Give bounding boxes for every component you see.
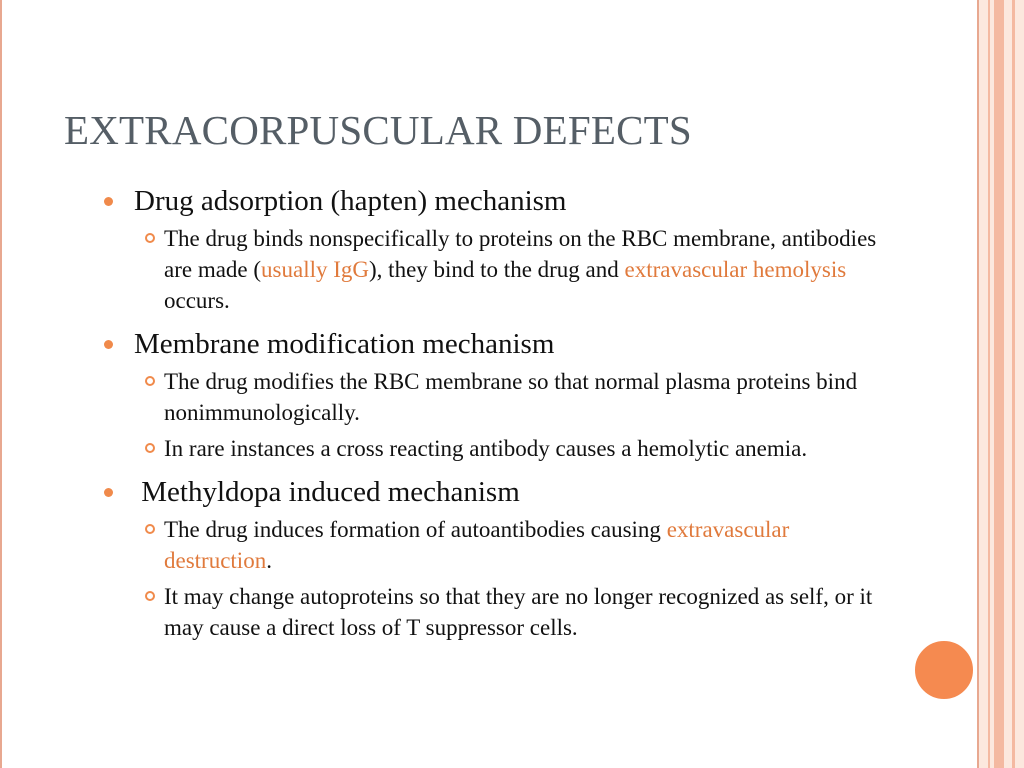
bullet-drug-adsorption [100,183,890,219]
sub-bullet-text: The drug binds nonspecifically to proteins on the RBC membrane, antibodies are made ( [164,226,877,282]
sub-bullet-text: In rare instances a cross reacting antibody causes a hemolytic anemia. [164,436,808,461]
highlight-extravascular-destruction: extravascular destruction [164,517,790,573]
sub-bullet-text: The drug induces formation of autoantibodies causing [164,517,667,542]
decorative-stripe [988,0,990,768]
sub-bullet-text: . [266,548,272,573]
bullet-ring-icon [145,591,155,601]
bullet-ring-icon [145,233,155,243]
highlight-usually-igg: usually IgG [261,257,370,282]
bullet-dot-icon [104,197,113,206]
bullet-ring-icon [145,376,155,386]
bullet-methyldopa [100,474,890,510]
bullet-text: Membrane modification mechanism [134,328,555,360]
slide-title: EXTRACORPUSCULAR DEFECTS [64,107,692,153]
sub-bullet-text: It may change autoproteins so that they are no longer recognized as self, or it may cause a direct loss of T suppressor cells. [164,584,873,640]
highlight-extravascular-hemolysis: extravascular hemolysis [624,257,847,282]
decorative-stripe [994,0,1004,768]
sub-bullet-membrane-detail [100,366,890,428]
sub-bullet-text: The drug modifies the RBC membrane so that normal plasma proteins bind nonimmunologically. [164,369,858,425]
bullet-dot-icon [104,488,113,497]
bullet-dot-icon [104,340,113,349]
bullet-membrane-modification [100,326,890,362]
sub-bullet-autoproteins [100,581,890,643]
sub-bullet-hapten-detail [100,223,890,316]
decorative-orange-circle [913,639,975,701]
bullet-text: Methyldopa induced mechanism [134,476,520,508]
bullet-text: Drug adsorption (hapten) mechanism [134,185,567,217]
sub-bullet-cross-reacting [100,433,890,464]
sub-bullet-text: ), they bind to the drug and [369,257,625,282]
bullet-ring-icon [145,443,155,453]
sub-bullet-autoantibodies [100,514,890,576]
bullet-ring-icon [145,524,155,534]
decorative-stripe [1012,0,1015,768]
slide-content [100,183,890,643]
sub-bullet-text: occurs. [164,288,230,313]
